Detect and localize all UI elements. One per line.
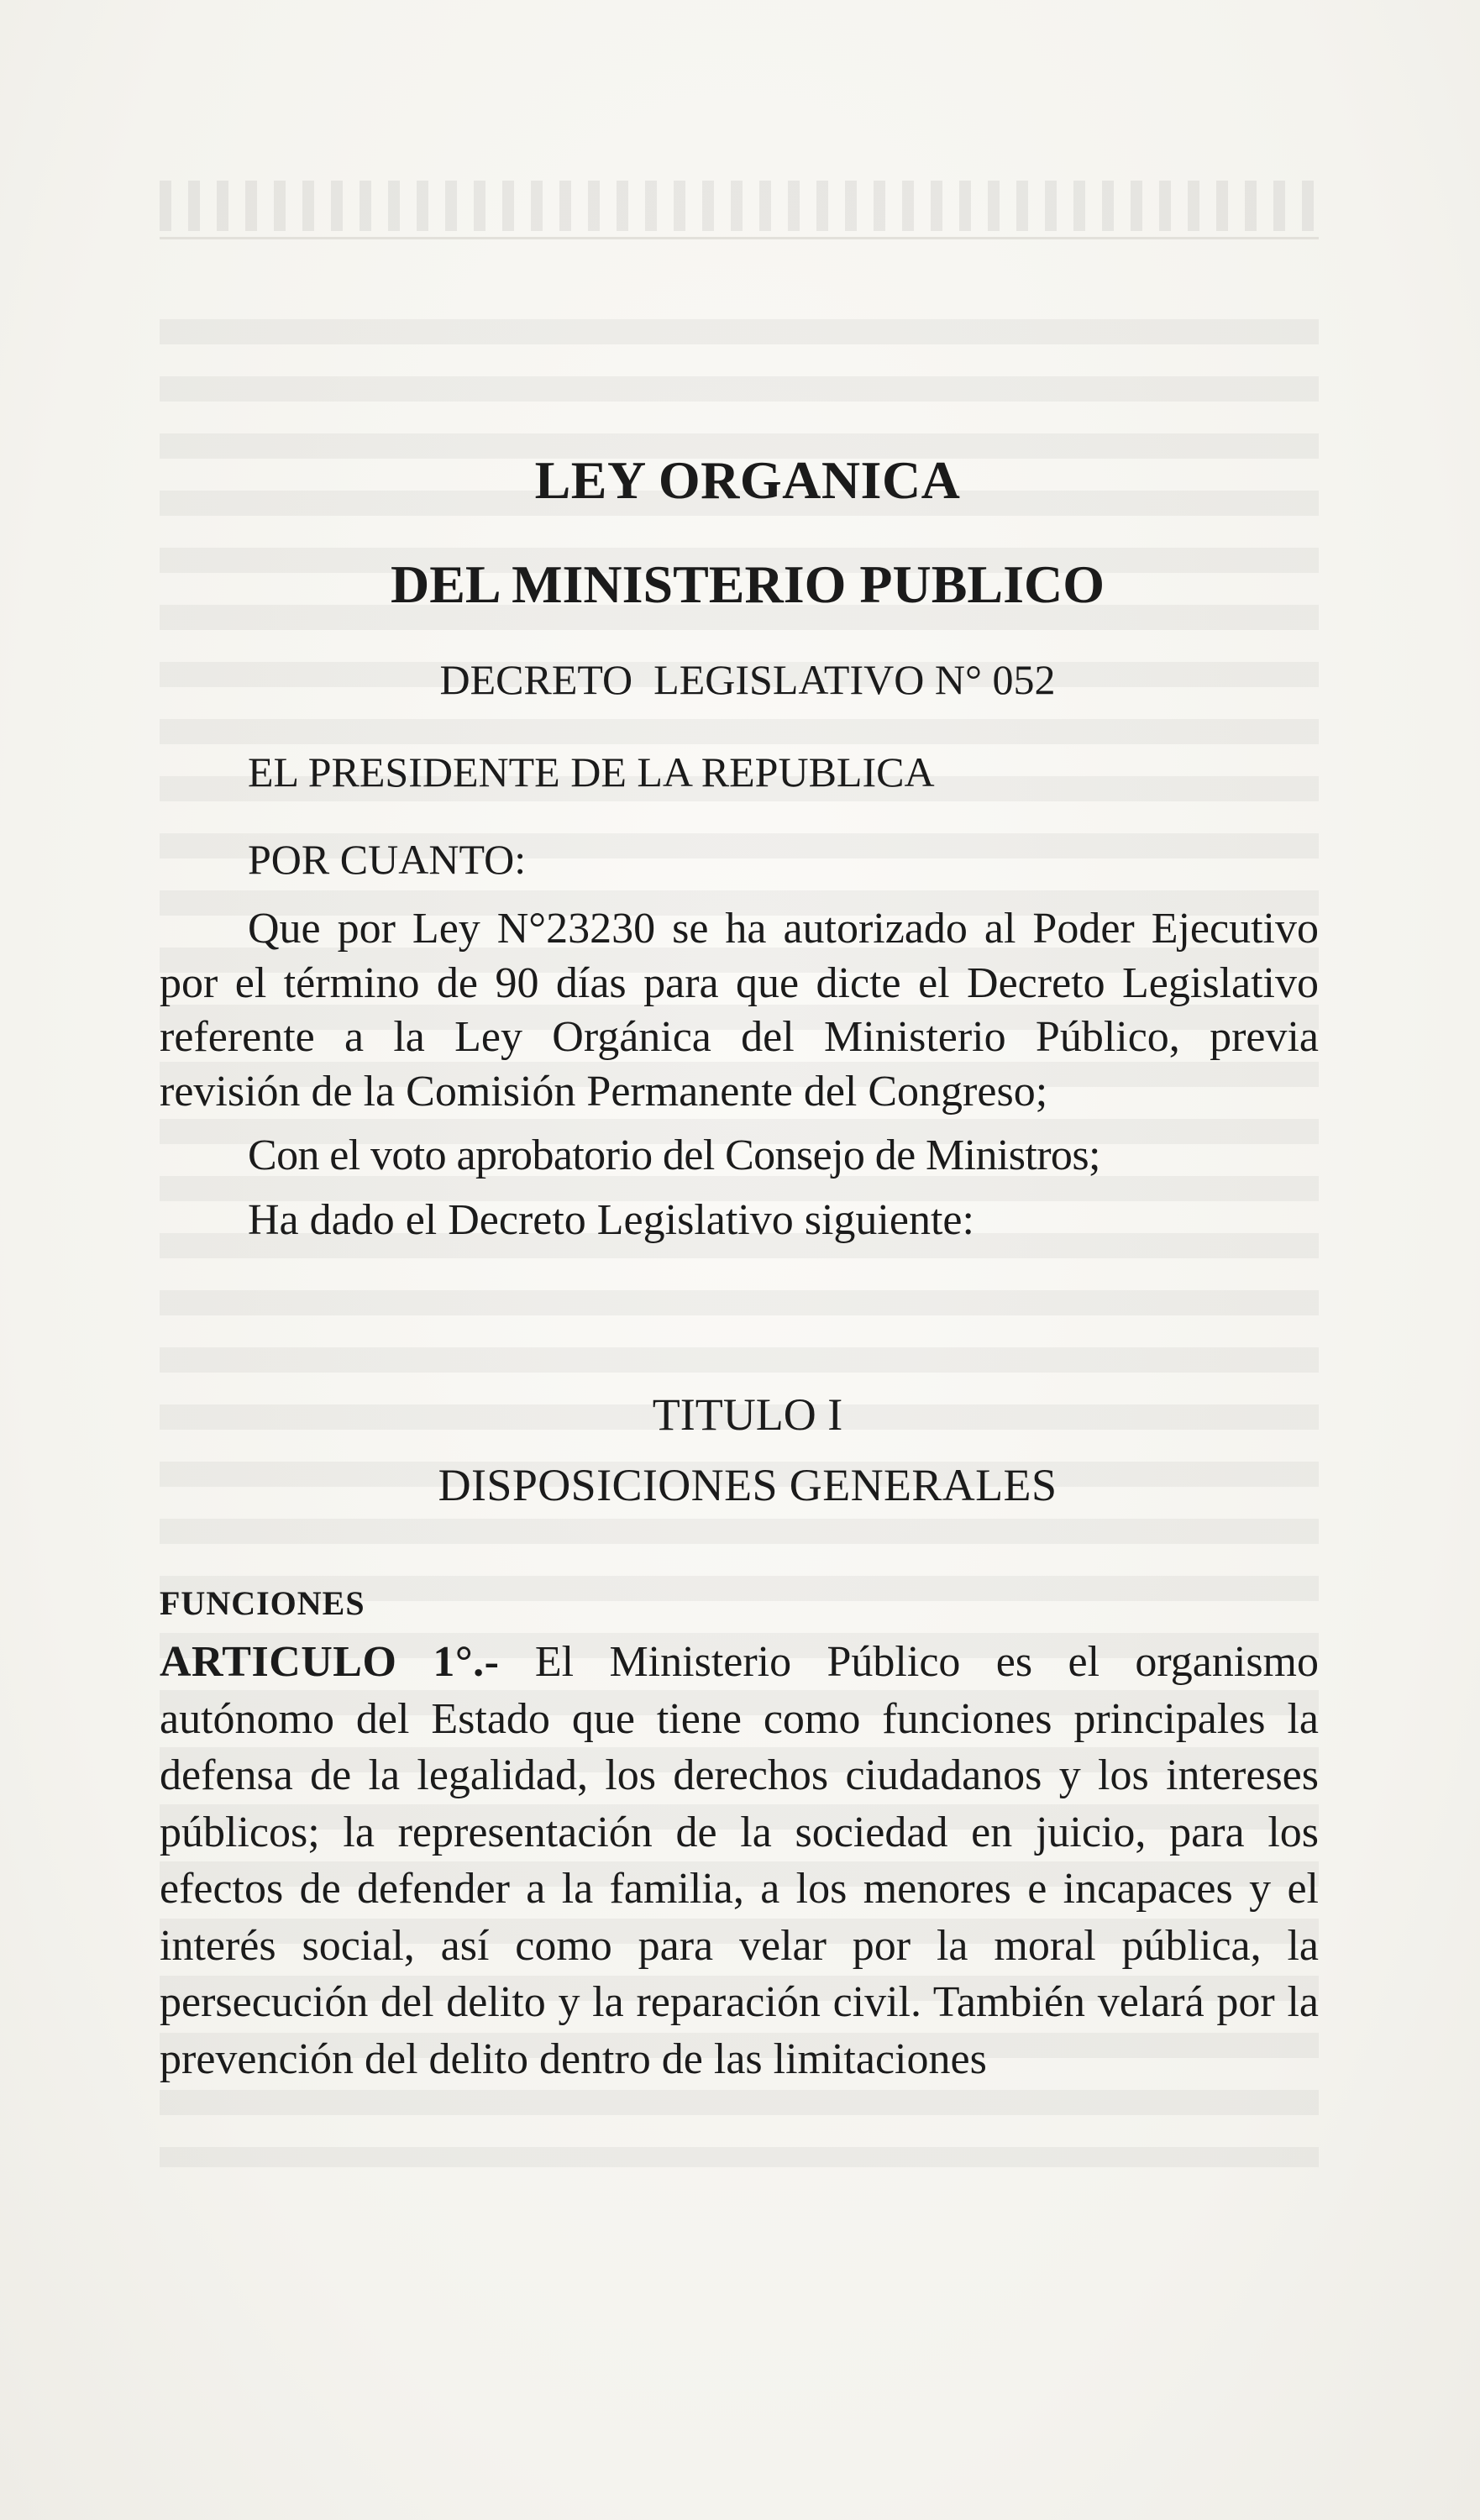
president-heading: EL PRESIDENTE DE LA REPUBLICA (248, 748, 935, 795)
preamble-paragraph-1: Que por Ley N°23230 se ha autorizado al Poder Ejecutivo por el término de 90 días para que dicte el Decreto Legislativo referente a la Ley Orgánica del Ministerio Público, previa revisión de la Comisión Permanente del Congreso; (160, 905, 1319, 1116)
por-cuanto-heading: POR CUANTO: (248, 836, 527, 883)
show-through-rule (160, 237, 1319, 239)
title-subheading: DISPOSICIONES GENERALES (438, 1460, 1058, 1510)
title-heading: TITULO I (652, 1389, 843, 1440)
preamble-paragraph-2: Con el voto aprobatorio del Consejo de Ministros; (248, 1131, 1100, 1179)
section-label: FUNCIONES (160, 1584, 365, 1622)
decree-number: DECRETO LEGISLATIVO N° 052 (439, 656, 1056, 703)
article-1 (160, 1634, 1319, 2087)
preamble-paragraph-3: Ha dado el Decreto Legislativo siguiente: (248, 1195, 974, 1244)
show-through-header (160, 181, 1319, 231)
article-1-text: El Ministerio Público es el organismo autónomo del Estado que tiene como funciones principales la defensa de la legalidad, los derechos ciudadanos y los intereses públicos; la representación de la sociedad en juicio, para los efectos de defender a la familia, a los menores e incapaces y el interés social, así como para velar por la moral pública, la persecución del delito y la reparación civil. También velará por la prevención del delito dentro de las limitaciones (160, 1638, 1320, 2083)
page-content (160, 450, 1320, 2131)
article-1-label: ARTICULO 1°.- (160, 1638, 500, 1686)
law-title: LEY ORGANICA (534, 450, 961, 510)
law-subtitle: DEL MINISTERIO PUBLICO (391, 554, 1105, 614)
